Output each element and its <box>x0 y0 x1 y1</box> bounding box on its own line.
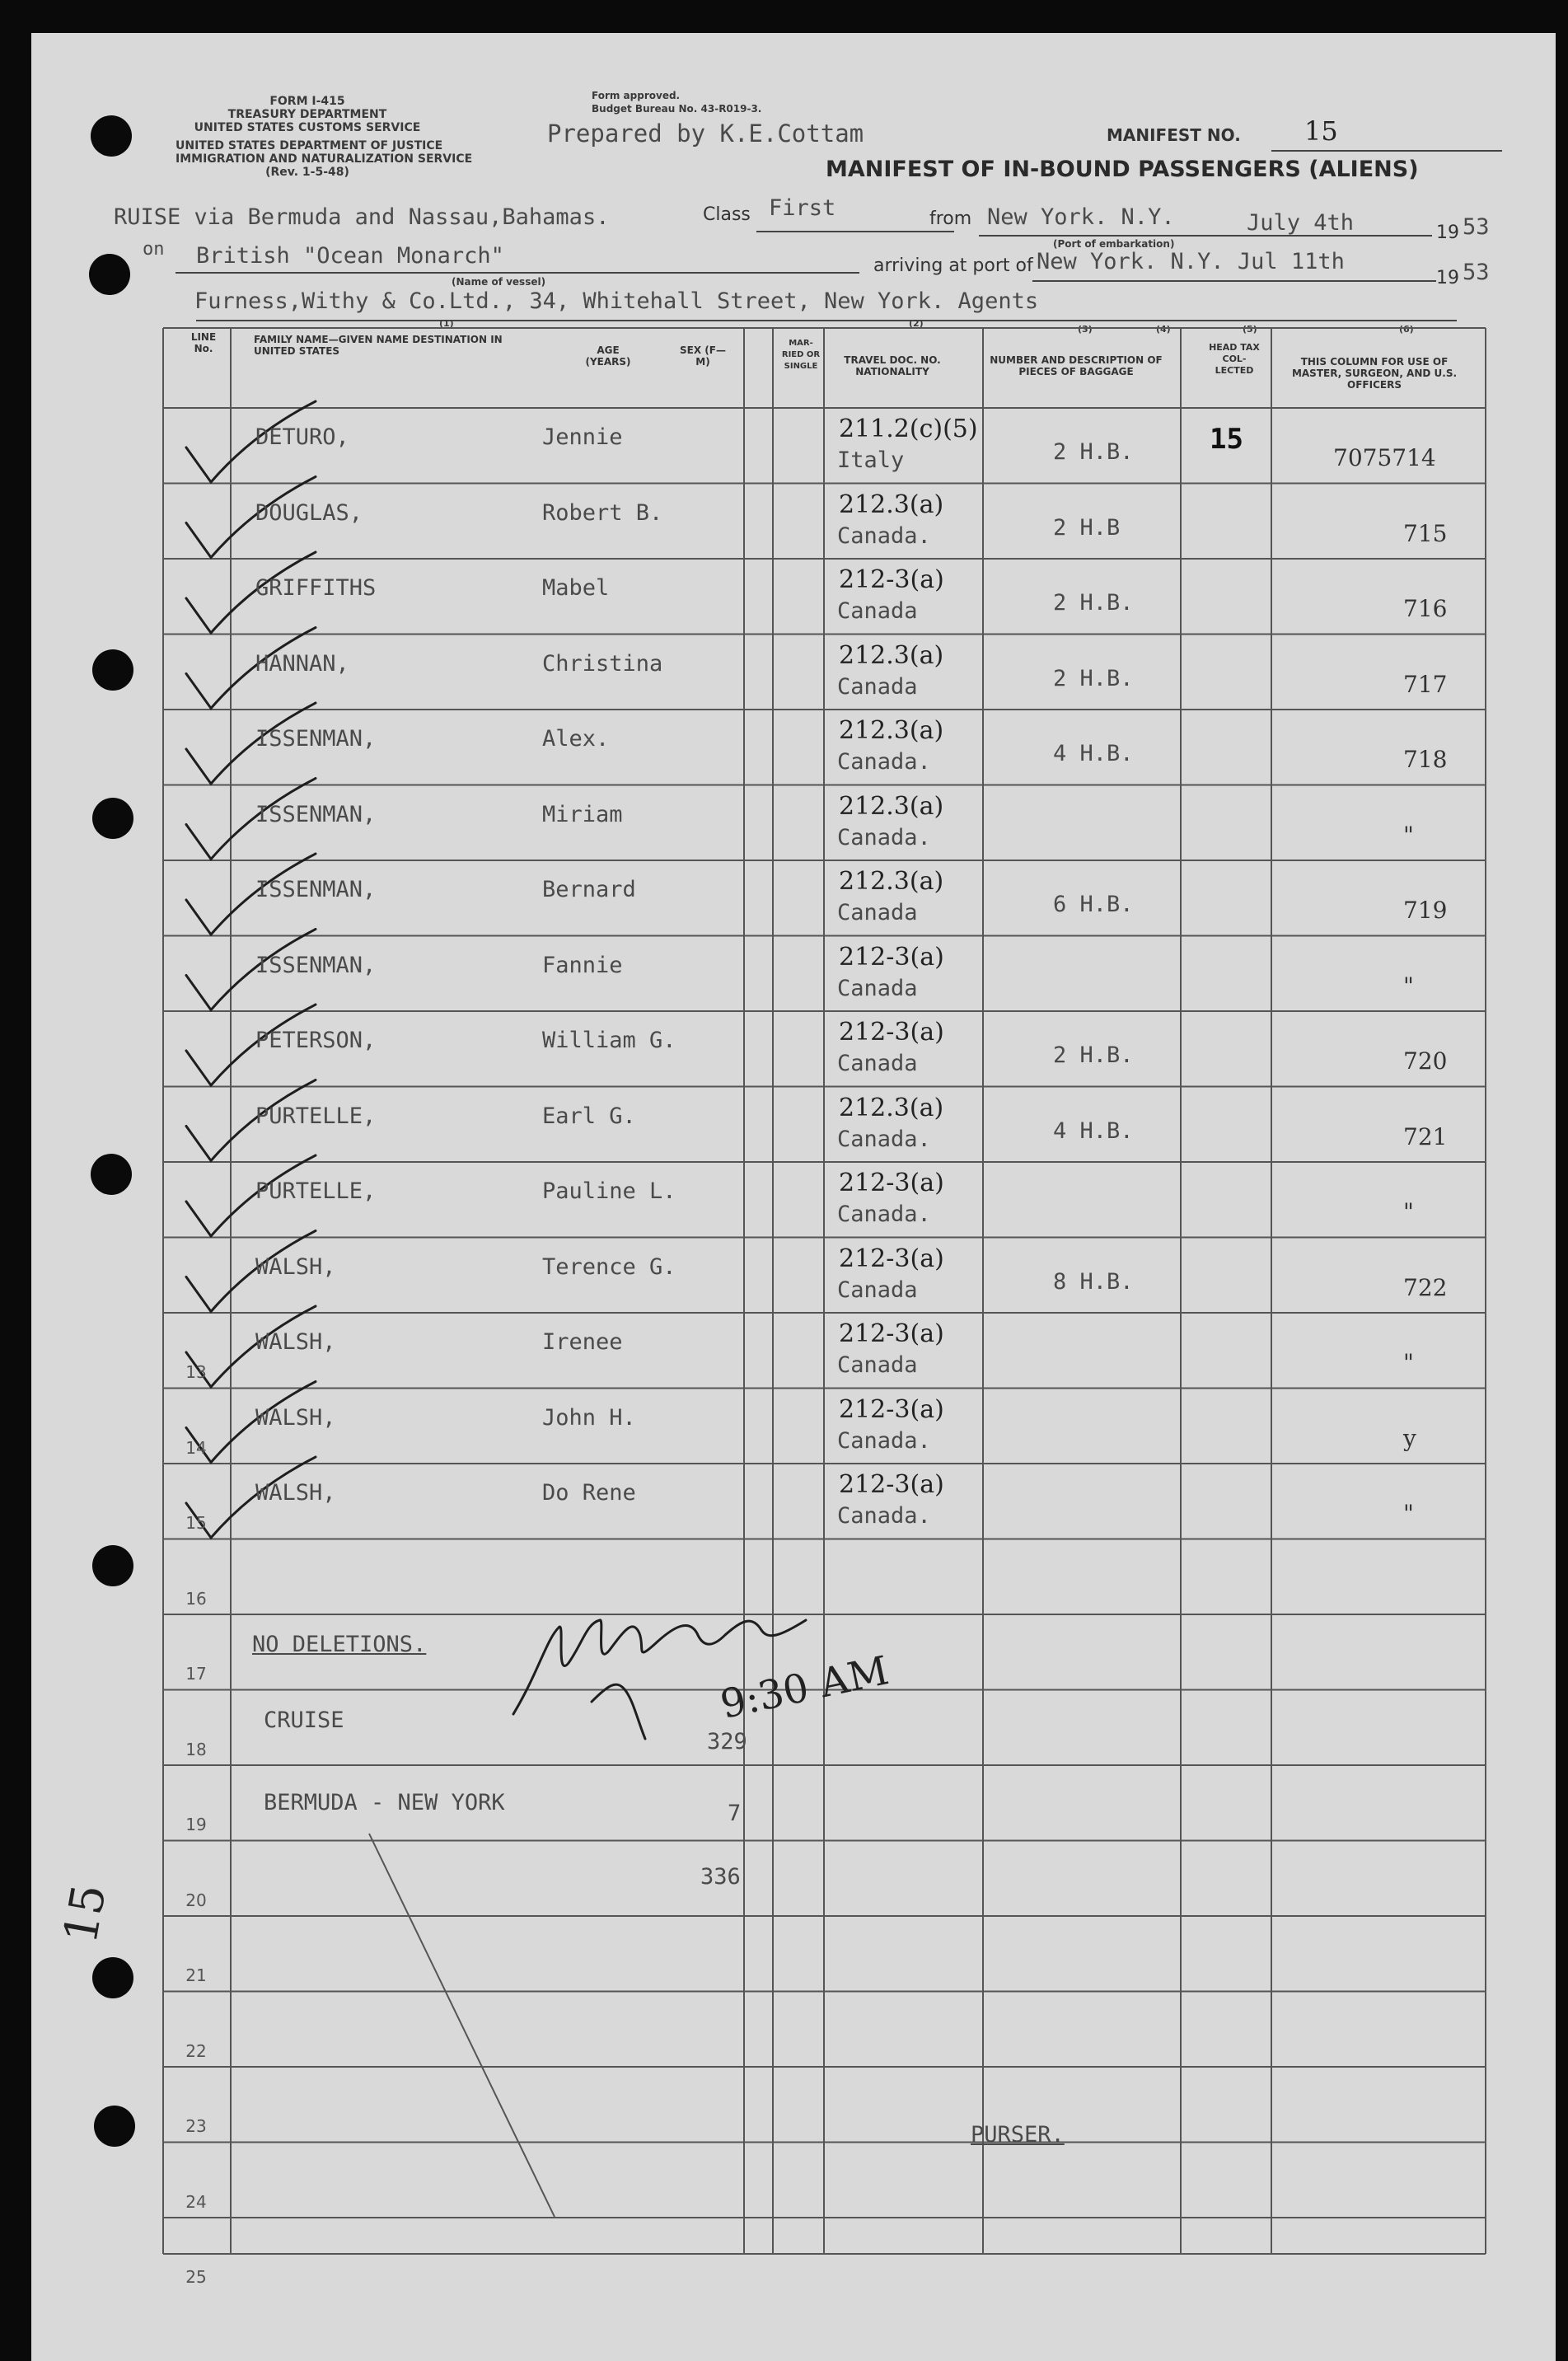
no-deletions: NO DELETIONS. <box>252 1632 427 1657</box>
travel-doc-number: 212-3(a) <box>839 1470 944 1499</box>
line-number: 20 <box>185 1890 207 1910</box>
passenger-given-name: Earl G. <box>542 1103 636 1129</box>
line-number: 23 <box>185 2116 207 2136</box>
travel-doc-number: 212-3(a) <box>839 565 944 594</box>
passenger-given-name: Jennie <box>542 424 623 450</box>
passenger-given-name: Robert B. <box>542 499 663 526</box>
passenger-family-name: PURTELLE, <box>255 1103 377 1129</box>
department-line: UNITED STATES DEPARTMENT OF JUSTICE <box>176 139 443 152</box>
baggage-description: 2 H.B. <box>1053 590 1134 616</box>
passenger-given-name: Alex. <box>542 726 610 752</box>
passenger-family-name: PETERSON, <box>255 1028 377 1053</box>
department-line: TREASURY DEPARTMENT <box>227 108 387 121</box>
officer-notation: 716 <box>1403 595 1448 622</box>
form-number: FORM I-415 <box>269 95 345 108</box>
passenger-nationality: Canada <box>837 1352 918 1378</box>
passenger-nationality: Canada. <box>837 824 931 850</box>
line-number: 14 <box>185 1437 207 1458</box>
passenger-given-name: Mabel <box>542 575 610 601</box>
passenger-nationality: Canada. <box>837 1427 931 1454</box>
margin-number: 15 <box>54 1880 117 1948</box>
passenger-nationality: Canada <box>837 1277 918 1303</box>
line-number: 16 <box>185 1588 207 1609</box>
vessel-name: British "Ocean Monarch" <box>196 243 504 269</box>
officer-notation: " <box>1403 1500 1414 1527</box>
passenger-family-name: WALSH, <box>255 1404 336 1431</box>
class-value: First <box>769 195 836 221</box>
passenger-family-name: HANNAN, <box>255 650 349 677</box>
travel-doc-number: 212.3(a) <box>839 1093 944 1122</box>
purser-label: PURSER. <box>971 2122 1065 2148</box>
passenger-nationality: Canada. <box>837 749 931 775</box>
line-number: 21 <box>185 1965 207 1985</box>
budget-bureau-number: Budget Bureau No. 43-R019-3. <box>592 103 762 115</box>
on-label: on <box>143 239 165 260</box>
line-number: 18 <box>185 1739 207 1759</box>
revision-line: (Rev. 1-5-48) <box>265 166 349 179</box>
route-label: BERMUDA - NEW YORK <box>264 1790 505 1815</box>
column-mark: (2) <box>909 318 924 329</box>
manifest-page <box>31 33 1556 2361</box>
travel-doc-number: 212-3(a) <box>839 1394 944 1424</box>
passenger-nationality: Canada <box>837 900 918 925</box>
agents-line: Furness,Withy & Co.Ltd., 34, Whitehall Street, New York. Agents <box>194 288 1039 314</box>
officer-notation: 717 <box>1403 670 1448 698</box>
baggage-description: 4 H.B. <box>1053 741 1134 766</box>
from-year-prefix: 19 <box>1436 223 1459 243</box>
line-number: 17 <box>185 1664 207 1684</box>
passenger-given-name: Pauline L. <box>542 1178 676 1204</box>
column-mark: (1) <box>439 318 454 329</box>
passenger-nationality: Canada. <box>837 1202 931 1227</box>
column-header-officers: THIS COLUMN FOR USE OF MASTER, SURGEON, AND U.S. OFFICERS <box>1291 356 1458 391</box>
travel-doc-number: 212-3(a) <box>839 1018 944 1047</box>
column-header-married: MAR-RIED OR SINGLE <box>781 339 821 371</box>
from-date: July 4th <box>1247 210 1355 236</box>
passenger-nationality: Canada. <box>837 522 931 549</box>
cancel-slash <box>369 1834 555 2217</box>
column-mark: (3) <box>1078 324 1093 335</box>
service-line: IMMIGRATION AND NATURALIZATION SERVICE <box>176 152 473 166</box>
arriving-year: 53 <box>1463 260 1490 285</box>
column-mark: (5) <box>1243 324 1257 335</box>
officer-notation: " <box>1403 821 1414 849</box>
officer-notation: 721 <box>1403 1122 1448 1150</box>
officer-notation: " <box>1403 972 1414 1000</box>
officer-notation: 7075714 <box>1333 444 1436 471</box>
officer-notation: 715 <box>1403 519 1448 547</box>
cruise-label: CRUISE <box>264 1708 344 1733</box>
baggage-description: 8 H.B. <box>1053 1268 1134 1295</box>
travel-doc-number: 212.3(a) <box>839 640 944 670</box>
travel-doc-number: 211.2(c)(5) <box>839 415 978 443</box>
from-value: New York. N.Y. <box>987 204 1175 230</box>
column-mark: (6) <box>1399 324 1414 335</box>
head-tax-collected: 15 <box>1210 423 1243 456</box>
manifest-title: MANIFEST OF IN-BOUND PASSENGERS (ALIENS) <box>826 157 1419 182</box>
baggage-description: 6 H.B. <box>1053 892 1134 917</box>
column-header-age: AGE (YEARS) <box>585 344 631 368</box>
baggage-description: 4 H.B. <box>1053 1117 1134 1144</box>
passenger-given-name: Do Rene <box>542 1480 636 1506</box>
officer-notation: 722 <box>1403 1273 1448 1301</box>
baggage-description: 2 H.B. <box>1053 665 1134 691</box>
line-number: 15 <box>185 1513 207 1533</box>
passenger-family-name: ISSENMAN, <box>255 877 377 902</box>
passenger-family-name: DETURO, <box>255 424 349 450</box>
line-number: 13 <box>185 1362 207 1382</box>
column-header-travel-doc: TRAVEL DOC. NO. NATIONALITY <box>844 354 941 377</box>
column-header-head-tax: HEAD TAX COL-LECTED <box>1209 342 1260 376</box>
prepared-by: Prepared by K.E.Cottam <box>547 119 864 148</box>
travel-doc-number: 212-3(a) <box>839 1169 944 1197</box>
passenger-family-name: WALSH, <box>255 1253 336 1280</box>
travel-doc-number: 212-3(a) <box>839 942 944 972</box>
line-number: 22 <box>185 2040 207 2061</box>
line-number: 19 <box>185 1815 207 1834</box>
passenger-nationality: Italy <box>837 447 905 473</box>
inspector-signature <box>493 1582 839 1764</box>
count-1: 329 <box>707 1729 747 1754</box>
name-of-vessel-caption: (Name of vessel) <box>452 276 546 288</box>
officer-notation: 720 <box>1403 1047 1448 1075</box>
travel-doc-number: 212.3(a) <box>839 716 944 745</box>
service-line: UNITED STATES CUSTOMS SERVICE <box>194 121 421 134</box>
column-header-line-no: LINE No. <box>190 331 217 354</box>
inspector-time: 9:30 AM <box>716 1647 893 1728</box>
passenger-given-name: Bernard <box>542 877 636 902</box>
passenger-nationality: Canada <box>837 975 918 1001</box>
passenger-nationality: Canada. <box>837 1503 931 1529</box>
port-of-embarkation-caption: (Port of embarkation) <box>1053 238 1175 250</box>
cruise-line: RUISE via Bermuda and Nassau,Bahamas. <box>114 204 610 230</box>
passenger-family-name: DOUGLAS, <box>255 499 363 526</box>
column-header-baggage: NUMBER AND DESCRIPTION OF PIECES OF BAGGAGE <box>990 354 1163 377</box>
travel-doc-number: 212-3(a) <box>839 1319 944 1348</box>
baggage-description: 2 H.B. <box>1053 439 1134 465</box>
baggage-description: 2 H.B. <box>1053 1042 1134 1068</box>
passenger-family-name: ISSENMAN, <box>255 726 377 752</box>
passenger-family-name: WALSH, <box>255 1329 336 1355</box>
passenger-family-name: GRIFFITHS <box>255 575 377 601</box>
line-number: 25 <box>185 2267 207 2287</box>
count-2: 7 <box>728 1801 742 1826</box>
travel-doc-number: 212.3(a) <box>839 867 944 896</box>
passenger-given-name: William G. <box>542 1028 676 1053</box>
count-total: 336 <box>700 1864 741 1890</box>
passenger-given-name: John H. <box>542 1404 636 1431</box>
passenger-family-name: WALSH, <box>255 1480 336 1506</box>
passenger-given-name: Terence G. <box>542 1253 676 1280</box>
passenger-nationality: Canada. <box>837 1126 931 1152</box>
arriving-label: arriving at port of <box>873 255 1033 276</box>
passenger-nationality: Canada <box>837 1051 918 1076</box>
passenger-given-name: Fannie <box>542 952 623 978</box>
form-approved: Form approved. <box>592 90 681 101</box>
officer-notation: 718 <box>1403 746 1448 773</box>
passenger-family-name: ISSENMAN, <box>255 801 377 827</box>
officer-notation: y <box>1403 1424 1416 1452</box>
column-header-name: FAMILY NAME—GIVEN NAME DESTINATION IN UNITED STATES <box>254 334 503 357</box>
passenger-family-name: PURTELLE, <box>255 1178 377 1204</box>
passenger-nationality: Canada <box>837 673 918 700</box>
manifest-no-label: MANIFEST NO. <box>1107 125 1241 145</box>
arriving-value: New York. N.Y. Jul 11th <box>1037 249 1345 274</box>
passenger-nationality: Canada <box>837 598 918 624</box>
from-year: 53 <box>1463 214 1490 240</box>
travel-doc-number: 212.3(a) <box>839 791 944 821</box>
passenger-family-name: ISSENMAN, <box>255 952 377 978</box>
officer-notation: 719 <box>1403 897 1448 924</box>
class-label: Class <box>703 204 751 225</box>
travel-doc-number: 212-3(a) <box>839 1244 944 1273</box>
travel-doc-number: 212.3(a) <box>839 490 944 519</box>
arriving-year-prefix: 19 <box>1436 268 1459 288</box>
column-mark: (4) <box>1156 324 1171 335</box>
officer-notation: " <box>1403 1198 1414 1225</box>
passenger-given-name: Christina <box>542 650 663 677</box>
manifest-no-value: 15 <box>1304 115 1338 147</box>
baggage-description: 2 H.B <box>1053 514 1121 541</box>
line-number: 24 <box>185 2191 207 2212</box>
column-header-sex: SEX (F—M) <box>680 344 726 368</box>
passenger-given-name: Miriam <box>542 801 623 827</box>
from-label: from <box>929 208 972 229</box>
passenger-given-name: Irenee <box>542 1329 623 1355</box>
officer-notation: " <box>1403 1349 1414 1376</box>
